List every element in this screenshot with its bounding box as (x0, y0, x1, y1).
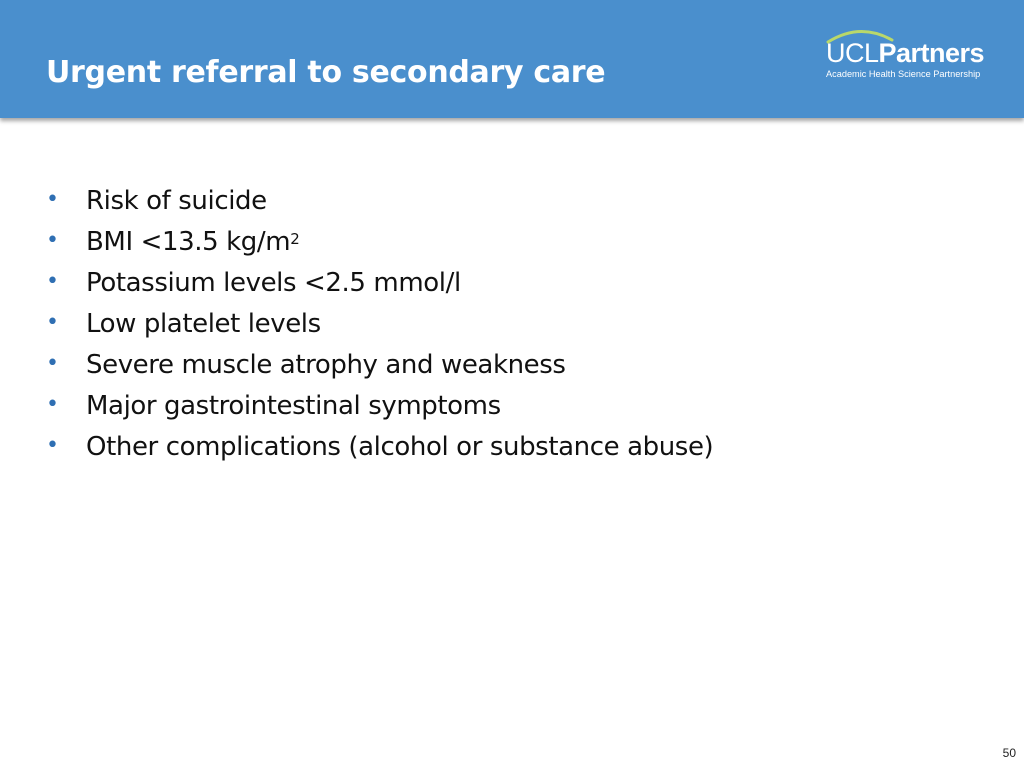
bullet-text-bmi (86, 222, 299, 263)
bullet-text: Other complications (alcohol or substance abuse) (86, 432, 714, 462)
bullet-text: Risk of suicide (86, 186, 267, 216)
bullet-point-icon: • (46, 269, 59, 294)
bullet-text: Potassium levels <2.5 mmol/l (86, 268, 461, 298)
logo-ucl-text: UCL (826, 38, 879, 68)
superscript: 2 (290, 230, 300, 248)
bullet-text: Low platelet levels (86, 309, 321, 339)
bullet-point-icon: • (46, 351, 59, 376)
page-number: 50 (1002, 746, 1016, 760)
slide-title: Urgent referral to secondary care (46, 55, 606, 90)
bullet-point-icon: • (46, 228, 59, 253)
bullet-point-icon: • (46, 310, 59, 335)
bullet-point-icon: • (46, 433, 59, 458)
logo-wordmark (826, 38, 984, 68)
bullet-text: Major gastrointestinal symptoms (86, 391, 501, 421)
bullet-text: BMI <13.5 kg/m (86, 227, 291, 257)
bullet-point-icon: • (46, 187, 59, 212)
logo-partners-text: Partners (878, 38, 985, 68)
logo-tagline: Academic Health Science Partnership (826, 69, 981, 79)
bullet-point-icon: • (46, 392, 59, 417)
bullet-text: Severe muscle atrophy and weakness (86, 350, 566, 380)
uclpartners-logo (820, 26, 992, 84)
